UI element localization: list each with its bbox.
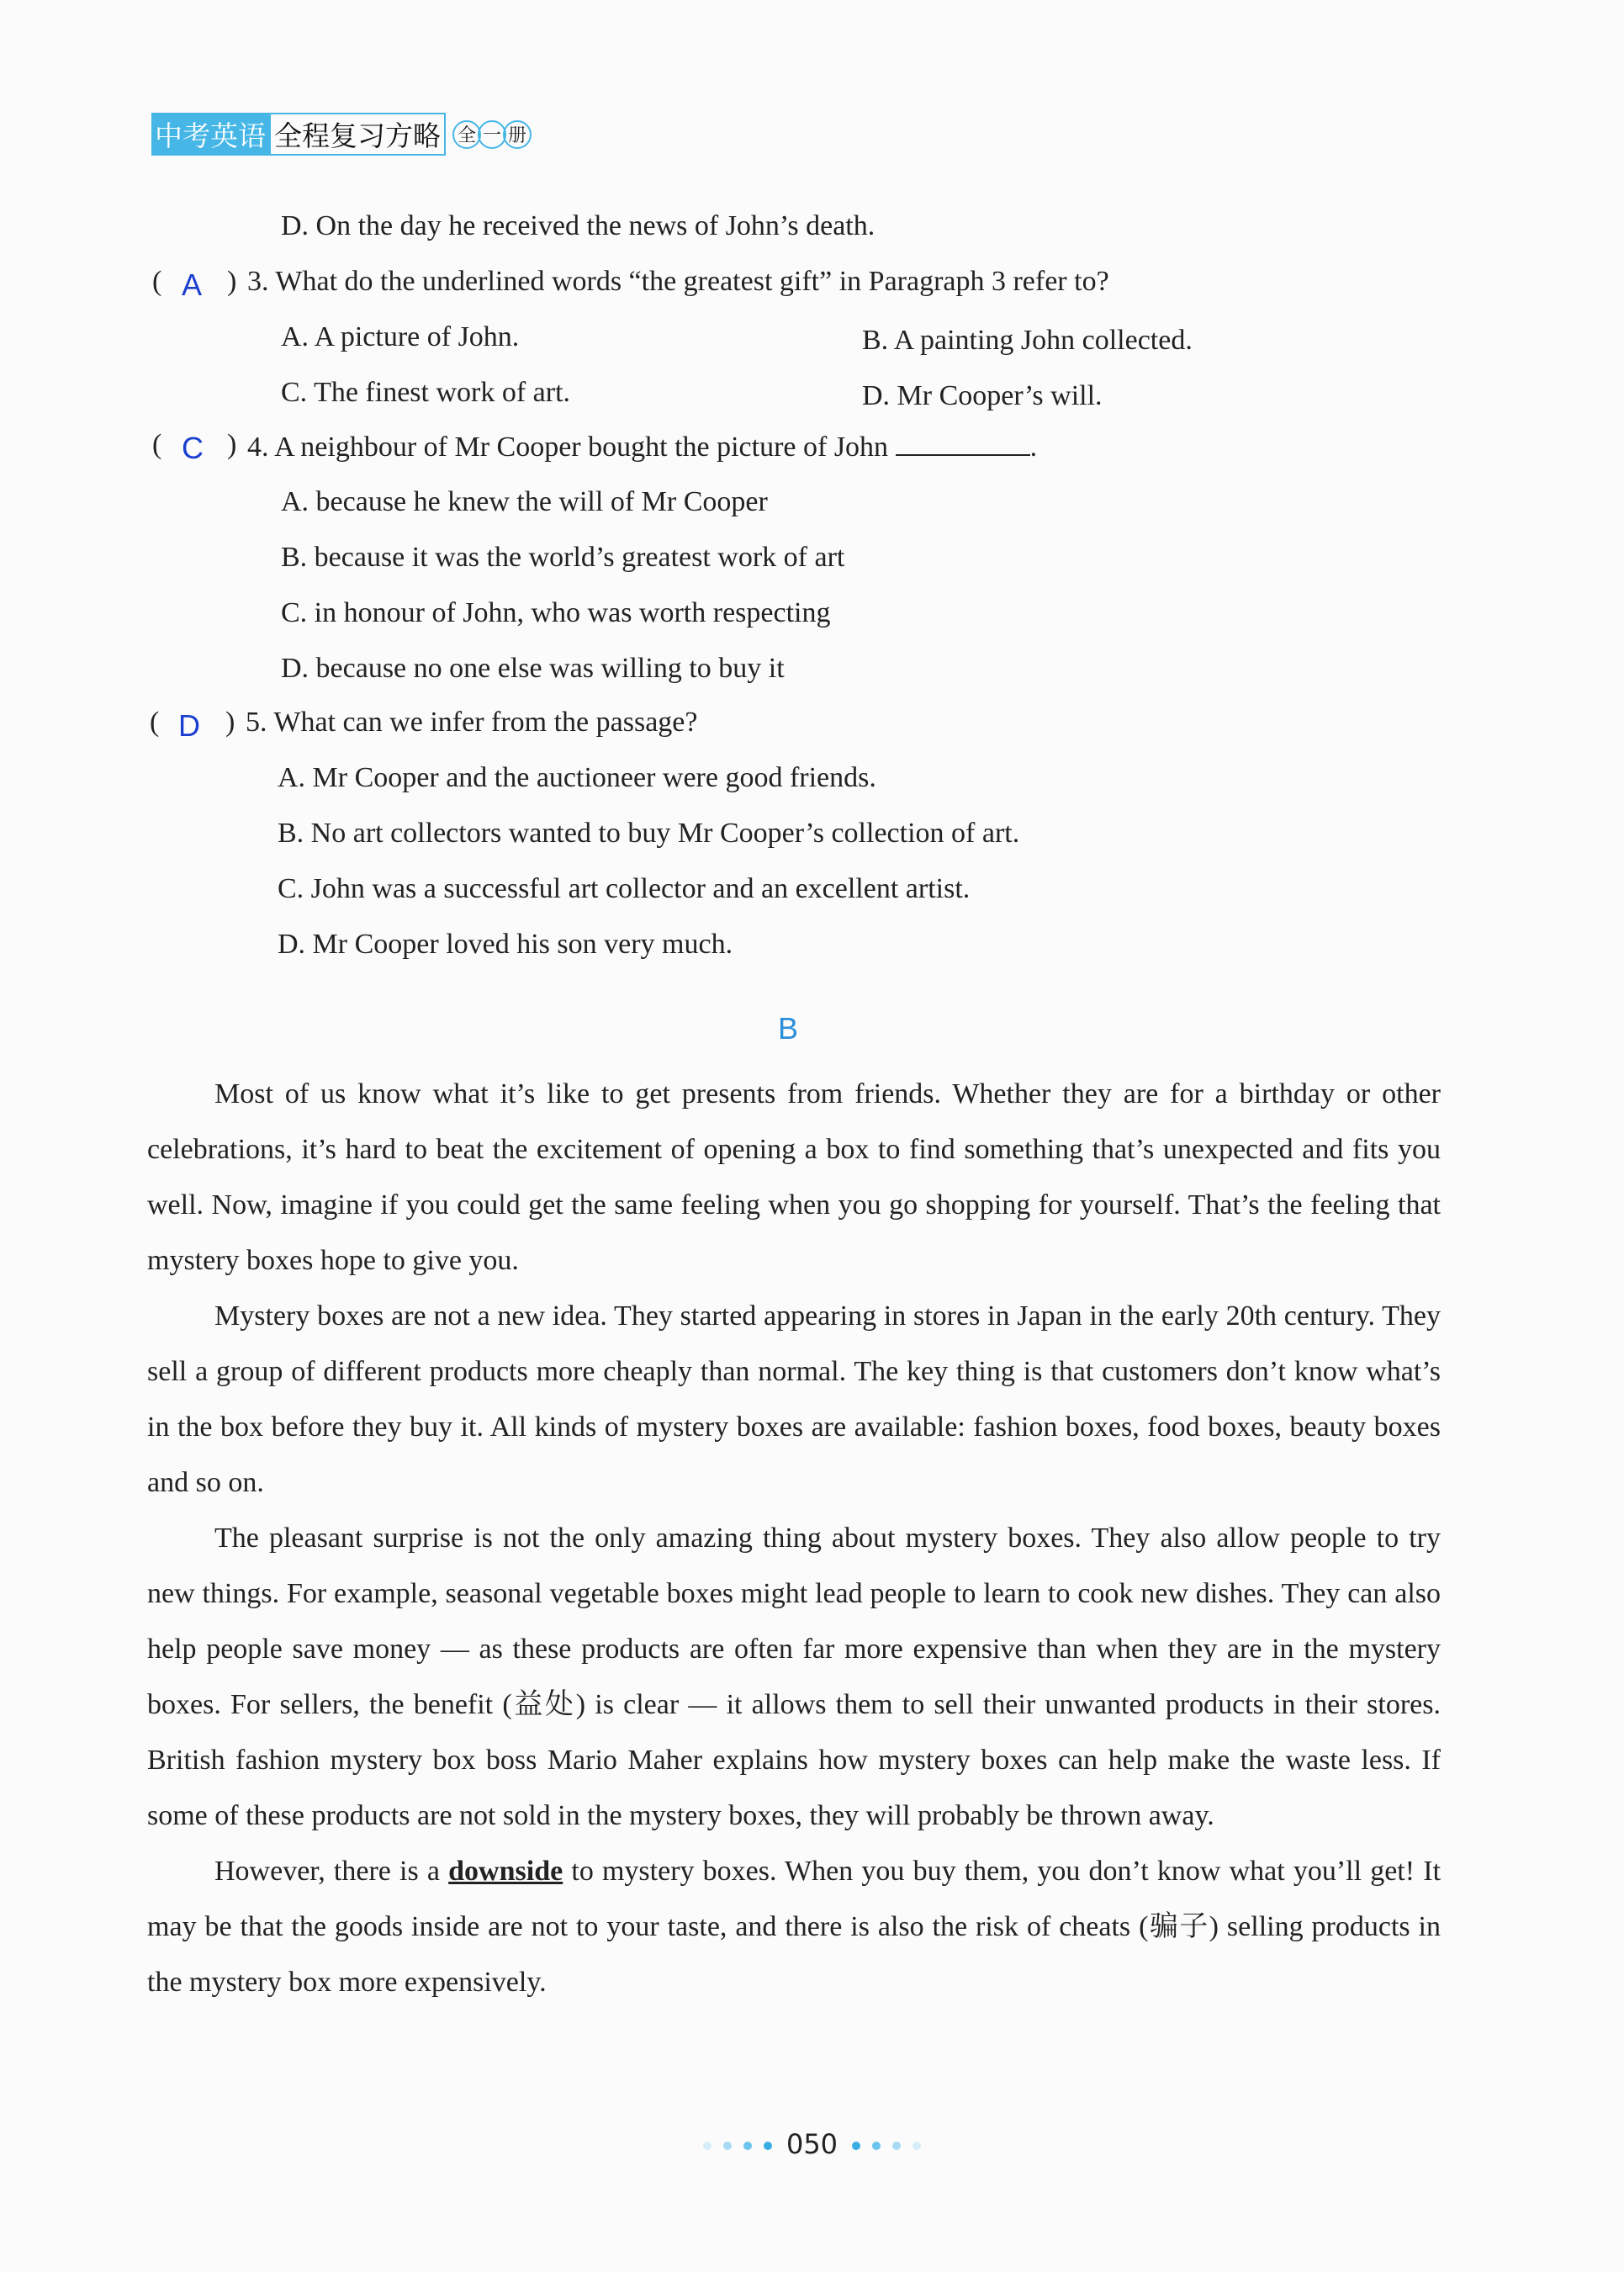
question-5: 5. What can we infer from the passage? [246, 707, 698, 738]
page-number: 050 [786, 2128, 838, 2160]
underlined-word: downside [448, 1856, 563, 1887]
answer-q5: D [178, 708, 200, 743]
page-footer [0, 2128, 1624, 2160]
book-header [151, 113, 532, 156]
paragraph: Mystery boxes are not a new idea. They started appearing in stores in Japan in the early 20th century. They sell a group of different products more cheaply than normal. The key thing is that customers don’t know what’s in the box before they buy it. All kinds of mystery boxes are available: fashion boxes, food boxes, beauty boxes and so on. [147, 1300, 1441, 1498]
option-d: D. Mr Cooper loved his son very much. [278, 929, 733, 960]
book-title: 全程复习方略 [269, 113, 446, 156]
reading-passage [147, 1067, 1441, 2010]
option-c: C. The finest work of art. [281, 377, 571, 408]
option-a: A. because he knew the will of Mr Cooper [281, 486, 768, 517]
volume-badge: 全 一 册 [456, 120, 532, 149]
option-a: A. Mr Cooper and the auctioneer were good friends. [278, 762, 876, 793]
section-heading: B [778, 1011, 799, 1046]
paren-open: ( [150, 707, 160, 738]
option-c: C. in honour of John, who was worth respecting [281, 597, 831, 628]
series-label: 中考英语 [151, 113, 269, 156]
paragraph: Most of us know what it’s like to get presents from friends. Whether they are for a birthday or other celebrations, it’s hard to beat the excitement of opening a box to find something that’s unexpected and fits you well. Now, imagine if you could get the same feeling when you go shopping for yourself. That’s the feeling that mystery boxes hope to give you. [147, 1078, 1441, 1276]
option-a: A. A picture of John. [281, 321, 520, 352]
option-d: D. because no one else was willing to buy it [281, 653, 785, 684]
option-b: B. A painting John collected. [862, 325, 1193, 356]
option-d: D. Mr Cooper’s will. [862, 380, 1103, 411]
option-b: B. because it was the world’s greatest work of art [281, 542, 845, 573]
paren-open: ( [152, 266, 162, 297]
answer-blank [896, 431, 1030, 456]
paren-close: ) [227, 266, 237, 297]
paragraph: The pleasant surprise is not the only amazing thing about mystery boxes. They also allow people to try new things. For example, seasonal vegetable boxes might lead people to learn to cook new dishes. They can also help people save money — as these products are often far more expensive than when they are in the mystery boxes. For sellers, the benefit (益处) is clear — it allows them to sell their unwanted products in their stores. British fashion mystery box boss Mario Maher explains how mystery boxes can help make the waste less. If some of these products are not sold in the mystery boxes, they will probably be thrown away. [147, 1523, 1441, 1831]
paren-open: ( [152, 429, 162, 460]
question-4: 4. A neighbour of Mr Cooper bought the picture of John . [247, 432, 1038, 463]
question-3: 3. What do the underlined words “the greatest gift” in Paragraph 3 refer to? [247, 266, 1109, 297]
answer-q3: A [182, 267, 203, 302]
paren-close: ) [227, 429, 237, 460]
paren-close: ) [225, 707, 235, 738]
option-text: D. On the day he received the news of John’s death. [281, 210, 875, 241]
option-c: C. John was a successful art collector and an excellent artist. [278, 873, 971, 904]
paragraph: However, there is a downside to mystery boxes. When you buy them, you don’t know what you’ll get! It may be that the goods inside are not to your taste, and there is also the risk of cheats (骗子) selling products in the mystery box more expensively. [147, 1856, 1441, 1998]
option-b: B. No art collectors wanted to buy Mr Cooper’s collection of art. [278, 818, 1020, 849]
answer-q4: C [182, 431, 204, 465]
